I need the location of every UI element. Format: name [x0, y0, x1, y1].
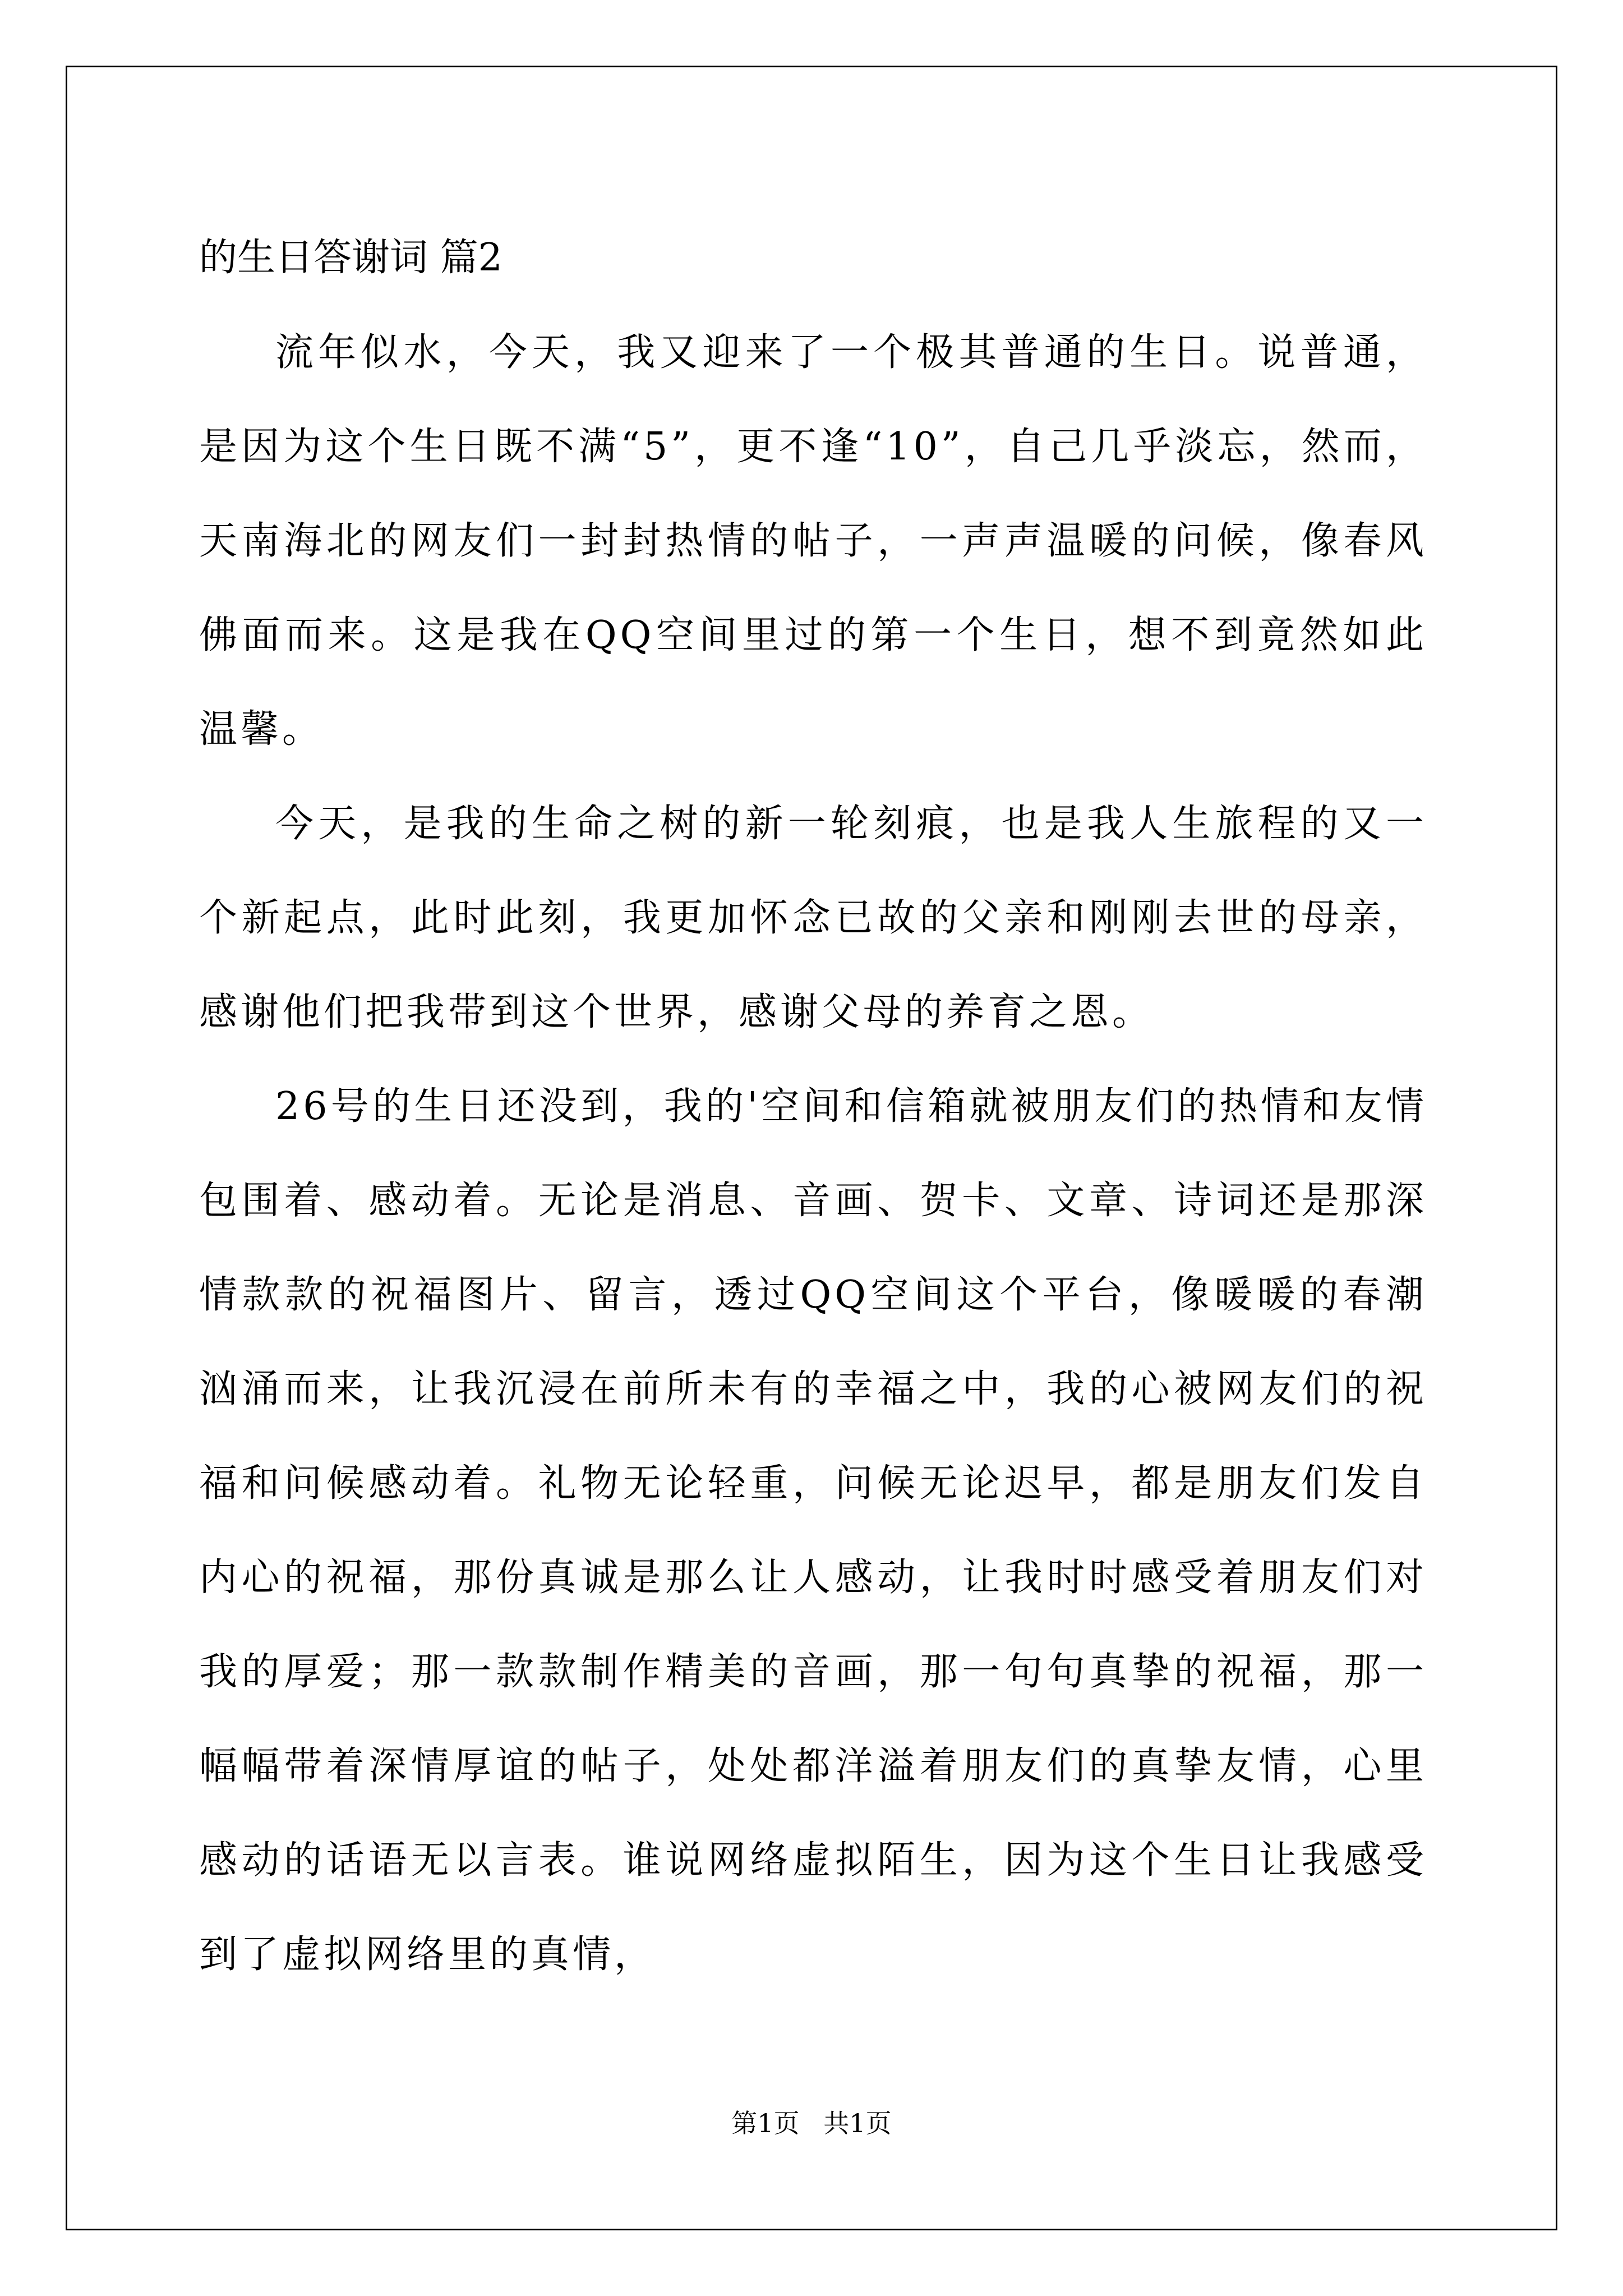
page-number-current: 第1页	[731, 2108, 800, 2138]
page-number-total: 共1页	[823, 2108, 892, 2138]
paragraph-1: 流年似水，今天，我又迎来了一个极其普通的生日。说普通，是因为这个生日既不满“5”，更不逢“10”，自己几乎淡忘，然而，天南海北的网友们一封封热情的帖子，一声声温暖的问候，像春风佛面而来。这是我在QQ空间里过的第一个生日，想不到竟然如此温馨。	[199, 330, 1427, 752]
paragraph-2: 今天，是我的生命之树的新一轮刻痕，也是我人生旅程的又一个新起点，此时此刻，我更加怀念已故的父亲和刚刚去世的母亲，感谢他们把我带到这个世界，感谢父母的养育之恩。	[199, 802, 1427, 1034]
document-heading: 的生日答谢词 篇2	[199, 236, 502, 280]
page-footer	[0, 2106, 1623, 2140]
document-body	[199, 210, 1427, 2002]
paragraph-3: 26号的生日还没到，我的'空间和信箱就被朋友们的热情和友情包围着、感动着。无论是消息、音画、贺卡、文章、诗词还是那深情款款的祝福图片、留言，透过QQ空间这个平台，像暖暖的春潮汹涌而来，让我沉浸在前所未有的幸福之中，我的心被网友们的祝福和问候感动着。礼物无论轻重，问候无论迟早，都是朋友们发自内心的祝福，那份真诚是那么让人感动，让我时时感受着朋友们对我的厚爱；那一款款制作精美的音画，那一句句真挚的祝福，那一幅幅带着深情厚谊的帖子，处处都洋溢着朋友们的真挚友情，心里感动的话语无以言表。谁说网络虚拟陌生，因为这个生日让我感受到了虚拟网络里的真情，	[199, 1084, 1427, 1977]
